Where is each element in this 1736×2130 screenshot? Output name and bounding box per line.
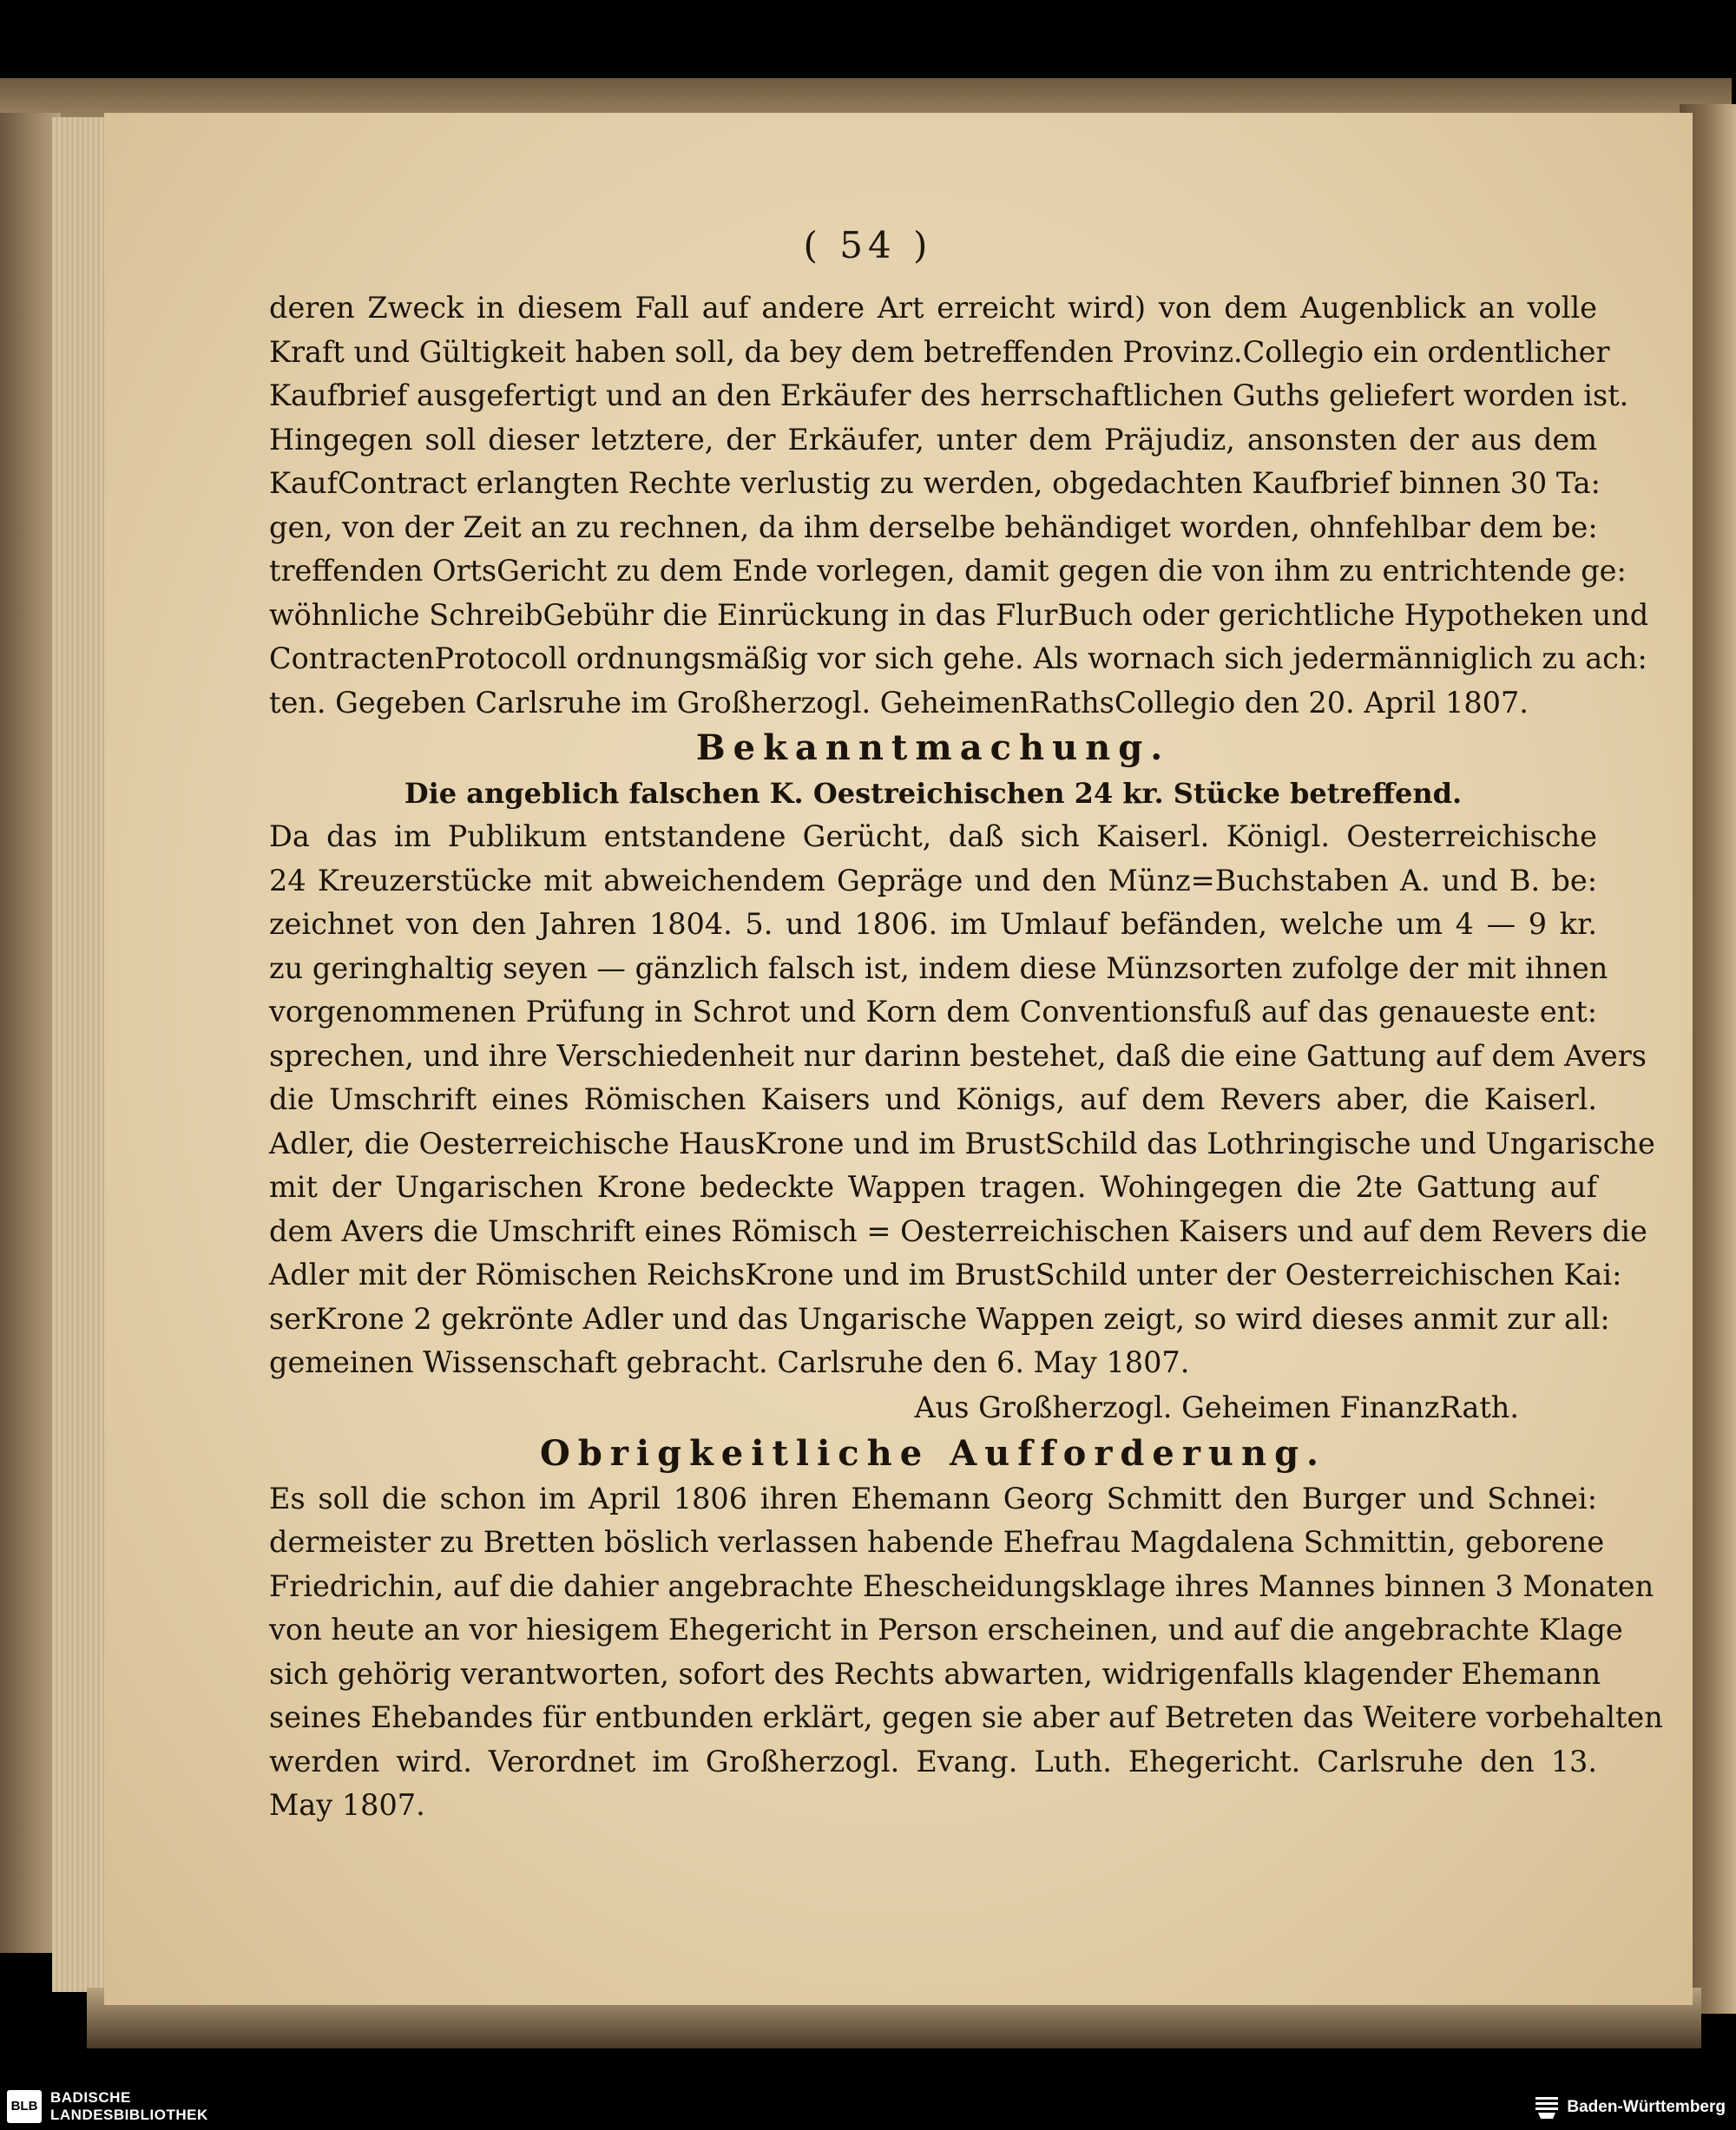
text-line: KaufContract erlangten Rechte verlustig zu werden, obgedachten Kaufbrief binnen 30 Ta: — [269, 466, 1601, 500]
text-line: Kraft und Gültigkeit haben soll, da bey dem betreffenden Provinz.Collegio ein ordentlicher — [269, 334, 1610, 369]
text-line: Friedrichin, auf die dahier angebrachte Ehescheidungsklage ihres Mannes binnen 3 Monaten — [269, 1568, 1654, 1603]
library-name-line1: BADISCHE — [50, 2089, 131, 2106]
text-line: sprechen, und ihre Verschiedenheit nur darinn bestehet, daß die eine Gattung auf dem Avers — [269, 1038, 1647, 1073]
text-line: mit der Ungarischen Krone bedeckte Wappen tragen. Wohingegen die 2te Gattung auf — [269, 1170, 1597, 1204]
text-line: die Umschrift eines Römischen Kaisers und Königs, auf dem Revers aber, die Kaiserl. — [269, 1082, 1597, 1116]
text-line: 24 Kreuzerstücke mit abweichendem Gepräge und den Münz=Buchstaben A. und B. be: — [269, 863, 1597, 897]
section-heading-aufforderung: Obrigkeitliche Aufforderung. — [540, 1432, 1326, 1474]
section-bekanntmachung-body — [269, 815, 1655, 1385]
text-line: zu geringhaltig seyen — gänzlich falsch ist, indem diese Münzsorten zufolge der mit ihnen — [269, 950, 1608, 985]
text-line: sich gehörig verantworten, sofort des Rechts abwarten, widrigenfalls klagender Ehemann — [269, 1656, 1601, 1691]
text-line: Kaufbrief ausgefertigt und an den Erkäufer des herrschaftlichen Guths geliefert worden ist. — [269, 378, 1629, 412]
text-line: zeichnet von den Jahren 1804. 5. und 1806. im Umlauf befänden, welche um 4 — 9 kr. — [269, 907, 1597, 941]
text-line: ContractenProtocoll ordnungsmäßig vor sich gehe. Als wornach sich jedermänniglich zu ach: — [269, 641, 1647, 675]
text-line: seines Ehebandes für entbunden erklärt, gegen sie aber auf Betreten das Weitere vorbehalten — [269, 1700, 1663, 1734]
state-name: Baden-Württemberg — [1567, 2098, 1726, 2116]
text-line: treffenden OrtsGericht zu dem Ende vorlegen, damit gegen die von ihm zu entrichtende ge: — [269, 554, 1627, 588]
library-name-line2: LANDESBIBLIOTHEK — [50, 2107, 208, 2123]
text-line: May 1807. — [269, 1788, 425, 1822]
text-line: dem Avers die Umschrift eines Römisch = Oesterreichischen Kaisers und auf dem Revers die — [269, 1213, 1647, 1248]
text-line: werden wird. Verordnet im Großherzogl. Evang. Luth. Ehegericht. Carlsruhe den 13. — [269, 1744, 1597, 1778]
text-line: dermeister zu Bretten böslich verlassen habende Ehefrau Magdalena Schmittin, geborene — [269, 1525, 1605, 1559]
text-line: gemeinen Wissenschaft gebracht. Carlsruhe den 6. May 1807. — [269, 1345, 1190, 1379]
section-decree-ending — [269, 286, 1649, 725]
text-line: wöhnliche SchreibGebühr die Einrückung in das FlurBuch oder gerichtliche Hypotheken und — [269, 597, 1649, 632]
library-name — [50, 2089, 208, 2124]
text-line: vorgenommenen Prüfung in Schrot und Korn dem Conventionsfuß auf das genaueste ent: — [269, 995, 1597, 1029]
page-text — [269, 286, 1663, 1828]
text-line: Da das im Publikum entstandene Gerücht, daß sich Kaiserl. Königl. Oesterreichische — [269, 819, 1597, 853]
signature-line: Aus Großherzogl. Geheimen FinanzRath. — [914, 1390, 1519, 1424]
text-line: Adler, die Oesterreichische HausKrone und im BrustSchild das Lothringische und Ungarische — [269, 1126, 1655, 1160]
state-logo[interactable] — [1534, 2094, 1726, 2121]
text-line: von heute an vor hiesigem Ehegericht in Person erscheinen, und auf die angebrachte Klage — [269, 1613, 1623, 1647]
text-line: Adler mit der Römischen ReichsKrone und im BrustSchild unter der Oesterreichischen Kai: — [269, 1258, 1622, 1292]
text-line: deren Zweck in diesem Fall auf andere Art erreicht wird) von dem Augenblick an volle — [269, 291, 1597, 325]
text-line: ten. Gegeben Carlsruhe im Großherzogl. GeheimenRathsCollegio den 20. April 1807. — [269, 685, 1529, 720]
section-heading-bekanntmachung: Bekanntmachung. — [695, 727, 1171, 768]
text-line: Es soll die schon im April 1806 ihren Ehemann Georg Schmitt den Burger und Schnei: — [269, 1481, 1597, 1515]
footer-bar — [0, 2083, 1736, 2130]
text-line: Hingegen soll dieser letztere, der Erkäufer, unter dem Präjudiz, ansonsten der aus dem — [269, 422, 1597, 457]
section-aufforderung-body — [269, 1477, 1663, 1828]
text-line: gen, von der Zeit an zu rechnen, da ihm derselbe behändiget worden, ohnfehlbar dem be: — [269, 509, 1598, 544]
blb-logo[interactable]: BLB — [7, 2090, 42, 2123]
coat-of-arms-icon — [1534, 2094, 1560, 2120]
section-subheading: Die angeblich falschen K. Oestreichischen 24 kr. Stücke betreffend. — [404, 777, 1463, 810]
page-number: ( 54 ) — [803, 224, 933, 266]
text-line: serKrone 2 gekrönte Adler und das Ungarische Wappen zeigt, so wird dieses anmit zur all: — [269, 1301, 1610, 1336]
